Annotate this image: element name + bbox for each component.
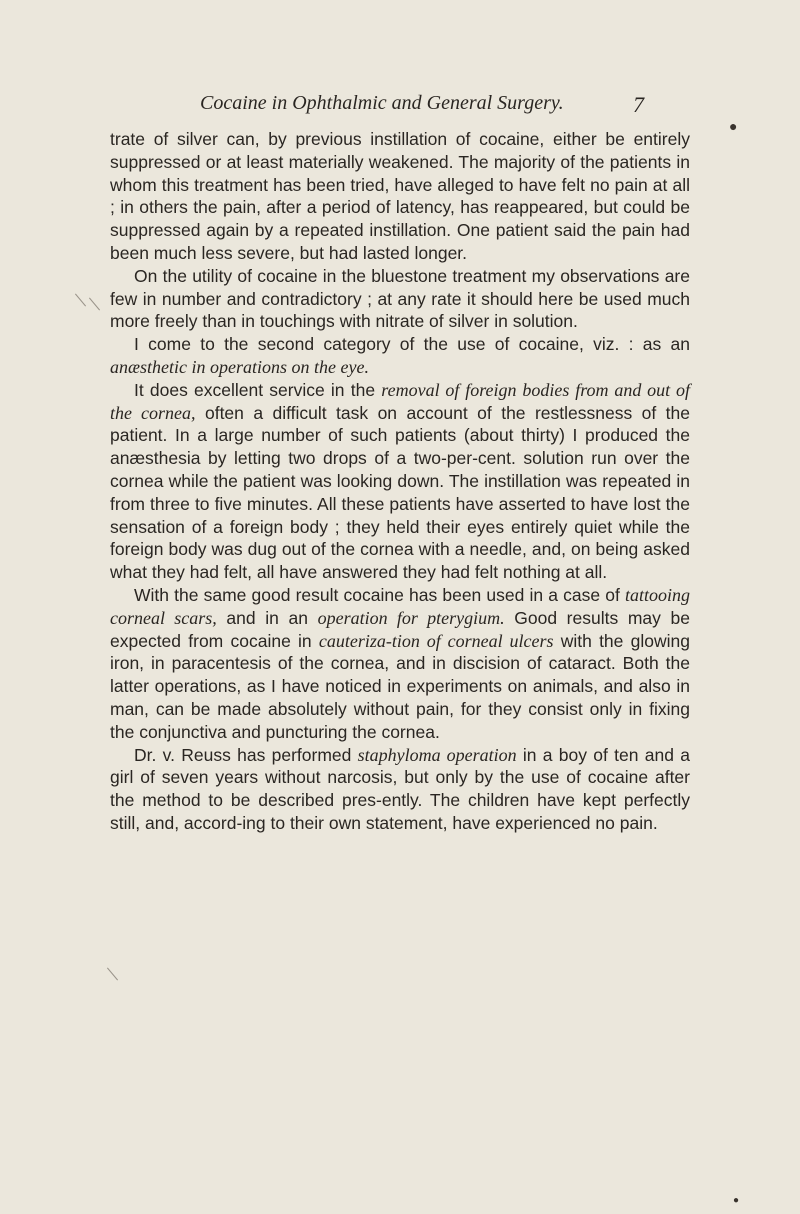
italic-phrase: cauteriza-tion of corneal ulcers: [318, 630, 554, 651]
pencil-mark: [89, 298, 100, 311]
italic-phrase: anæsthetic in operations on the eye.: [110, 356, 369, 377]
italic-phrase: staphyloma operation: [357, 744, 517, 765]
ink-mark: ●: [729, 118, 738, 134]
paragraph-text: often a difficult task on account of the restlessness of the patient. In a large number of such patients (about thirty) I produced the anæsthesia by letting two drops of a two-per-cent. solution run over the cornea while the patient was looking down. The instillation was repeated in from three to five minutes. All these patients have asserted to have lost the sensation of a foreign body ; they held their eyes entirely quiet while the foreign body was dug out of the cornea with a needle, and, on being asked what they had felt, all have answered they had felt nothing at all.: [110, 402, 690, 583]
page-header: [200, 92, 660, 120]
paragraph-text: and in an: [216, 607, 318, 628]
paragraph: [110, 744, 690, 835]
paragraph-text: trate of silver can, by previous instillation of cocaine, either be entirely suppressed or at least materially weakened. The majority of the patients in whom this treatment has been tried, have alleged to have felt no pain at all ; in others the pain, after a period of latency, has reappeared, but could be suppressed again by a repeated instillation. One patient said the pain had been much less severe, but had lasted longer.: [110, 129, 690, 263]
paragraph: [110, 128, 690, 265]
paragraph-text: With the same good result cocaine has been used in a case of: [134, 584, 625, 605]
paragraph: [110, 584, 690, 744]
page-number: 7: [633, 92, 644, 117]
paragraph: [110, 333, 690, 379]
ink-mark: ●: [733, 1195, 740, 1206]
paragraph-text: Good results may be expected from cocaine in: [110, 607, 691, 651]
paragraph: [110, 265, 690, 333]
italic-phrase: operation for pterygium.: [317, 607, 505, 628]
paragraph-text: in a boy of ten and a girl of seven years without narcosis, but only by the use of cocaine after the method to be described pres-ently. The children have kept perfectly still, and, accord-ing to their own statement, have experienced no pain.: [110, 744, 690, 833]
pencil-mark: [107, 968, 118, 981]
paragraph-text: It does excellent service in the: [134, 379, 382, 400]
italic-phrase: removal of foreign bodies from and out of the cornea,: [110, 379, 691, 423]
paragraph-text: On the utility of cocaine in the bluestone treatment my observations are few in number and contradictory ; at any rate it should here be used much more freely than in touchings with nitrate of silver in solution.: [110, 265, 690, 332]
italic-phrase: tattooing corneal scars,: [110, 584, 690, 628]
pencil-mark: [75, 294, 86, 307]
body-text: [110, 128, 690, 835]
paragraph-text: with the glowing iron, in paracentesis of the cornea, and in discision of cataract. Both the latter operations, as I have noticed in experiments on animals, and also in man, can be made absolutely without pain, for they consist only in fixing the conjunctiva and puncturing the cornea.: [110, 630, 690, 742]
paragraph-text: I come to the second category of the use of cocaine, viz. : as an: [134, 334, 690, 355]
paragraph: [110, 379, 690, 584]
paragraph-text: Dr. v. Reuss has performed: [134, 744, 358, 765]
running-title: Cocaine in Ophthalmic and General Surgery.: [200, 92, 564, 114]
